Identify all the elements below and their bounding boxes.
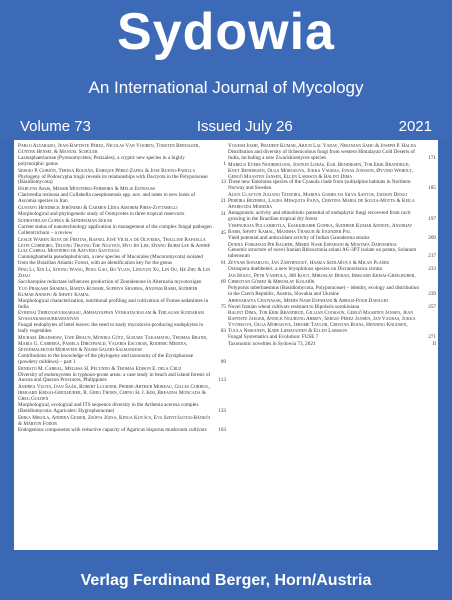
- toc-entry-page: 233: [428, 266, 436, 273]
- toc-entry-title: Octospora doebbeleri, a new bryophilous species on Dicranorissica cirrata: [228, 266, 382, 273]
- toc-entry: [228, 299, 436, 311]
- toc-entry-title: Clarireedia resinosa and Collabella caespitosensis spp. nov. and notes to new hosts of Ascomia species in Iran: [18, 192, 196, 205]
- toc-entry-authors: Donna Forghani Pir Bagher, Mehdi Nasr Esfahani & Mostafa Darvishnia: [228, 241, 397, 248]
- toc-entry-page: 239: [428, 290, 436, 297]
- toc-entry-title: Morphological and phylogenetic study of Oomycetes in three tropical reservoirs: [18, 210, 185, 217]
- toc-entry-authors: Ping Li, Xin Li, Sitong Wang, Peng Gao, Bo Yuan, Lingyun Xu, Lin Ou, He Zhu & Lin Zhao: [18, 267, 211, 280]
- toc-entry-title: Morphological, ecological and ITS sequence diversity in the Arrhenia acerosa complex (Basidiomycota: Agaricales: Hygrophoraceae): [18, 402, 199, 414]
- toc-entry-authors: Markus Evers Noordeloos, Jostein Lorås, Egil Bendiksen, Tor Erik Brandrud, Knut Bendiksen, Olga Morozova, Jukka Vauras, Jonas Jonsson, Øyvind Weholt, Gergő Maasten Jansen, Ellen Larsson & Balint Dima: [228, 161, 414, 180]
- toc-entry-authors: Gustavo Hendrick Jerônimo & Carmen Lídia Amorim Pires-Zottarelli: [18, 205, 178, 212]
- toc-entry-authors: Sudhathilan Gopika & Sendhaman Sekar: [18, 217, 113, 224]
- toc-entry-title: Current status of nanotechnology application in management of the complex fungal pathogen Colletotrichum – a review: [18, 223, 212, 236]
- toc-entry-authors: Leslie Waren Silva de Freitas, Rafael José Vilela de Oliveira, Thalline Rafaella Leite Cordeiro, Truong Truong The Nguyen, Hyo Jin Lim, Hyang Burm Lee & André Luiz Cabral Monteiro de Azevedo Santiago: [18, 236, 211, 255]
- toc-entry: [228, 311, 436, 341]
- toc-entry-authors: Jan Holec, Petr Vampola, Jiří Kout, Miroslav Beran, Irmgard Krisai-Greilhuber, Christian Gómez & Miroslav Kolařík: [228, 273, 416, 285]
- toc-entry-title: Diversity of endomycetes in typhoon-prone areas: a case study in beach and island forests of Aurora and Quezon Provinces, Philippines: [18, 371, 211, 384]
- issue-info: [20, 118, 432, 135]
- toc-entry: [228, 193, 436, 223]
- toc-entry-page: 61: [220, 260, 226, 267]
- toc-entry: [18, 385, 226, 415]
- toc-entry-authors: Vishnuraja Pullabhotla, Esakkirabhi Gopika, Sudheer Kumar Annepu, Anubhav Barh, Shwet Kamal, Manisha Thakur & Joginder Pal: [228, 222, 413, 235]
- toc-entry-page: 83: [220, 328, 226, 335]
- toc-entry: [18, 336, 226, 366]
- table-of-contents: [14, 140, 438, 550]
- toc-entry-authors: Eyrenai Thirunavukkarasu, Ammaiyappan Venkatachalam & Thilagar Sundaram Sivasankarasubramaniyan: [18, 310, 204, 323]
- toc-entry-title: Morphological characterization, nutritional profiling and cultivation of Fomes sedanimes in India: [18, 297, 209, 310]
- toc-entry-title: Fungal Systematics and Evolution: FUSE 7: [228, 334, 319, 341]
- toc-entry: [18, 187, 226, 205]
- toc-entry: [18, 268, 226, 286]
- toc-entry-title: Genomic structure of novel Iranian Rhizoctonia solani AG-3PT isolate on potato, Solanum tuberosum: [228, 247, 417, 260]
- toc-entry: [18, 311, 226, 335]
- journal-subtitle: An International Journal of Mycology: [88, 78, 364, 97]
- toc-entry-authors: Yogesh Joshi, Pradeep Kumar, Arjun Lal Yadav, Niranjan Sahu & Joseph P. Halda: [228, 143, 417, 149]
- toc-entry-authors: Pablo Alvarado, Jean-Baptiste Pérez, Nicolas Van Vooren, Torsten Bernauer, Günter Hensel & Manuel Schüler: [18, 143, 200, 155]
- issued-label: Issued July 26: [196, 118, 293, 135]
- toc-entry-authors: Yuo Prakash Sharma, Babita Kumari, Supriya Sharma, Anupam Barh, Sudheer Kumar Annepu & Shwet Kamal: [18, 285, 198, 298]
- toc-entry-title: Polyporus tuberbaesmus (Basidiomycota, Polyporaceae) – identity, ecology and distribution in the Czech Republic, Austria, Slovakia and Ukraine: [228, 284, 419, 297]
- toc-entry-authors: Erika Mikola, Andrea Geiser, Zsófia Józsa, Kinga Kovács, Eva Szentágotai-Bánkói & Márton Fodor: [18, 414, 210, 427]
- toc-entry-authors: Andrea Vuota, Ivan Šaák, Robert Luckner, Pierre-Arthur Moreau, Gilles Corriol, Irmgard Krisai-Greilhuber, R. Greg Thorn, Cheng H. J. Kim, Breanna Moncada & Greg Gulden: [18, 384, 211, 403]
- toc-entry-page: 89: [220, 358, 226, 365]
- toc-entry: [18, 144, 226, 168]
- toc-left-column: [18, 144, 226, 435]
- toc-entry: [18, 206, 226, 218]
- toc-entry-authors: Balint Dima, Tor Erik Brandrud, Gillian Cookson, Gergő Maarten Jansen, Jean Baptiste Jaeger, Annick Ngurung Arriey, Sergio Pérez Jansen, Jan Vauras, Jukka Yvonkova, Olga Morozova, Jerome Taylor, Cristian Rojas, Henning Knudsen, Tuula Niskanen, Kare Liimatainen & Ellen Larsson: [228, 310, 416, 335]
- toc-entry-page: 209: [428, 234, 436, 241]
- toc-entry-page: II: [432, 341, 436, 347]
- toc-entry-authors: Michael Bradshaw, Uwe Braun, Monika Götz, Susumu Takamatsu, Thomas Brand, María G. Cabrera, Pamela Dirchwald, Valeria Escobar, Roderic Medina, Seyedmalektoh Moravedi & Nasim Salehi-Salmanifar: [18, 335, 208, 353]
- toc-entry: [18, 238, 226, 268]
- toc-entry-page: 13: [220, 179, 226, 186]
- toc-entry: [228, 342, 436, 348]
- toc-entry-page: 185: [428, 185, 436, 192]
- journal-title: Sydowia: [117, 3, 335, 61]
- toc-entry: [228, 144, 436, 162]
- toc-entry-authors: Zeynab Sonarloo, Jan Zárybnický, Hamza Sedlářová & Milan Plášek: [228, 260, 390, 267]
- toc-entry-title: Three new Entoloma species of the Cyanula clade from (sub)alpine habitats in Northern Norway and Sweden: [228, 179, 411, 192]
- toc-entry-authors: Sergio P. Gorjón, Teresa Roldán, Enrique Pérez-Zafra & Jose Bueno-Padilla: [18, 167, 196, 174]
- toc-entry-page: 133: [218, 407, 226, 414]
- toc-entry-page: 31: [220, 210, 226, 217]
- toc-entry-title: Distribution and diversity of lichenicolous fungi from western Himalayan Cold Deserts of India, including a new Zwackhiomyces species: [228, 148, 415, 161]
- toc-entry: [228, 243, 436, 261]
- toc-entry-page: 113: [218, 377, 226, 384]
- toc-entry-title: Fungal endophytes of betel leaves: the need to study mycotoxin-producing endophytes in leafy vegetables: [18, 322, 204, 335]
- volume-label: Volume 73: [20, 118, 91, 135]
- toc-entry: [18, 169, 226, 187]
- toc-entry-title: Cunninghamella pseudophobicum, a new species of Mucorales (Mucoromycota) isolated from the Brazilian Atlantic Forest, with an identification key for the genus: [18, 254, 203, 267]
- toc-right-column: [228, 144, 436, 349]
- toc-entry-page: 1: [223, 160, 226, 167]
- toc-entry-title: Endogenous components with reductive capacity of Agaricus bisporus mushroom cultivars: [18, 426, 207, 433]
- toc-entry-page: 171: [428, 154, 436, 161]
- toc-entry-page: 21: [220, 198, 226, 205]
- toc-entry-authors: Alice Clayton Juliano Teixeira, Marina Gomes da Silva Santos, Jadson Diogo Pereira Bezerra, Laura Mesquita Paiva, Cristina Maria de Souza-Motta & Keila Aparecida Moreira: [228, 192, 415, 211]
- toc-entry-authors: Abhisaraiya Chaiyasak, Mehdi Nasr Esfahani & Abbasi-Pour Dabaghi: [228, 297, 388, 304]
- toc-entry: [18, 416, 226, 434]
- toc-entry-title: Contributions to the knowledge of the phylogeny and taxonomy of the Erysiphaceae (powdery mildews) – part 1: [18, 352, 194, 365]
- toc-entry: [228, 224, 436, 242]
- toc-entry-page: 163: [218, 426, 226, 433]
- toc-entry-page: 271: [428, 334, 436, 341]
- toc-entry-page: 75: [220, 303, 226, 310]
- toc-entry: [228, 261, 436, 273]
- toc-entry-page: 69: [220, 278, 226, 285]
- toc-entry: [18, 287, 226, 311]
- cover-header: [0, 0, 452, 140]
- toc-entry-title: Novel Iranian wheat cultivars resistant to Bipolaris sorokiniana: [228, 303, 360, 310]
- year-label: 2021: [398, 118, 432, 135]
- toc-entry-title: Saccharopine reductase influences production of Zearalenone in Alternaria mycotoxigen: [18, 278, 202, 285]
- toc-entry-title: Antagonistic activity and ethnobiotic potential of endophytic fungi recovered from cacti growing in the Brazilian tropical dry forest: [228, 209, 411, 222]
- toc-entry-page: 45: [220, 229, 226, 236]
- toc-entry-authors: Ernesto M. Cabral, Melissa H. Pecundo & Thomas Edison E. dela Cruz: [18, 365, 182, 372]
- toc-entry-page: 257: [428, 303, 436, 310]
- toc-entry-title: Taxonomic novelties in Sydowia 73, 2021: [228, 341, 316, 347]
- toc-entry-title: Yield potential and antioxidant activity of Indian Ganoderma strains: [228, 234, 370, 241]
- toc-entry-page: 197: [428, 215, 436, 222]
- toc-entry: [228, 163, 436, 193]
- toc-entry-title: Phylogeny of Podoscypha trogii reveals its relationships with Dacryota in the Polyporaceae (Basidiomycota): [18, 173, 208, 186]
- publisher-name: Verlag Ferdinand Berger, Horn/Austria: [80, 572, 372, 589]
- toc-entry: [18, 219, 226, 237]
- toc-entry: [18, 367, 226, 385]
- toc-entry-page: 217: [428, 253, 436, 260]
- toc-entry-title: Lasiosphaeriaceae (Pyrenomycetes; Pezizales), a cryptic new species in a highly polymorphic genus: [18, 154, 185, 167]
- toc-entry: [228, 274, 436, 298]
- toc-entry-authors: Harlyns Assis, Messir Monteiro-Ferreira & Melis Estrauss: [18, 186, 156, 193]
